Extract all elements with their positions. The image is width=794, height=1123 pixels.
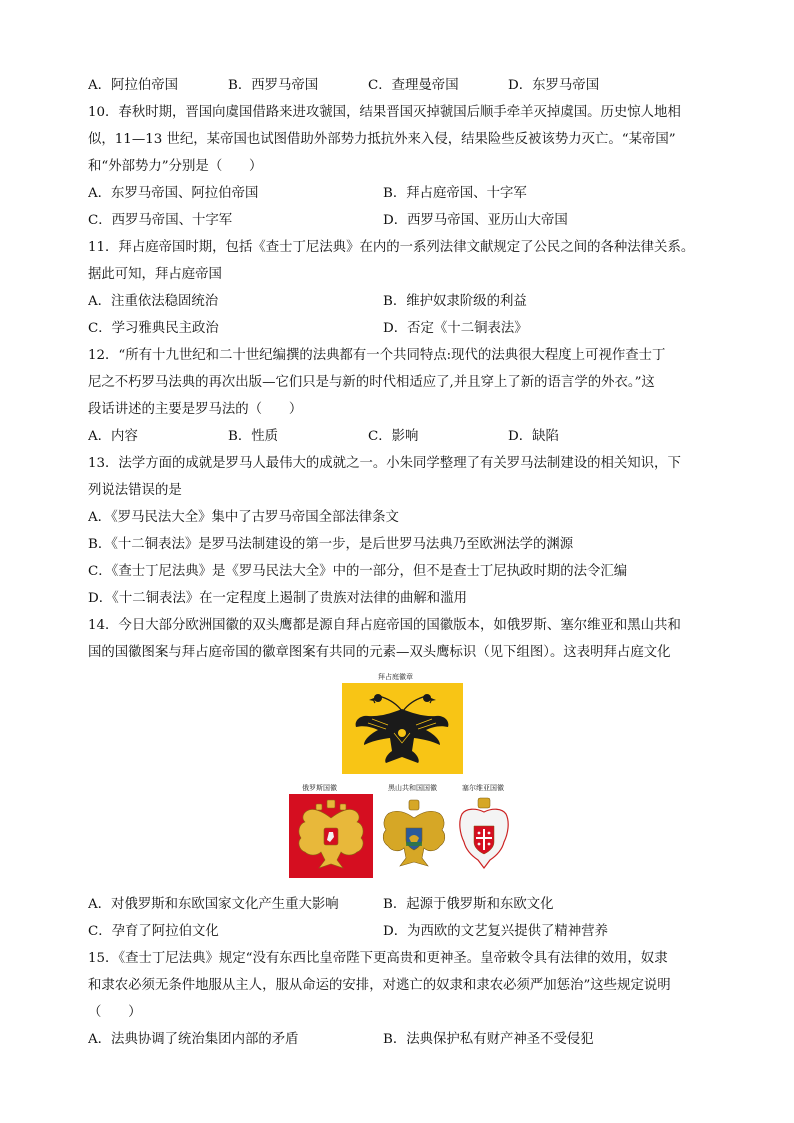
montenegrin-eagle-icon: [376, 794, 453, 878]
q12-option-d[interactable]: D．缺陷: [508, 429, 559, 444]
q12-stem-line: 12．“所有十九世纪和二十世纪编撰的法典都有一个共同特点:现代的法典很大程度上可视作查士丁: [88, 348, 666, 363]
q15-options-row: [88, 1026, 718, 1053]
russia-emblem-caption: 俄罗斯国徽: [302, 784, 337, 792]
q11-option-d[interactable]: D．否定《十二铜表法》: [383, 321, 528, 336]
q10-options-row: [88, 180, 718, 207]
q11-option-b[interactable]: B．维护奴隶阶级的利益: [383, 294, 527, 309]
q12-stem-line: 尼之不朽罗马法典的再次出版—它们只是与新的时代相适应了,并且穿上了新的语言学的外衣。”这: [88, 375, 655, 390]
q10-option-b[interactable]: B．拜占庭帝国、十字军: [383, 186, 527, 201]
q12-stem-line: 段话讲述的主要是罗马法的（ ）: [88, 402, 303, 417]
question-13: [88, 450, 718, 612]
q9-options: [88, 72, 718, 99]
q11-option-a[interactable]: A．注重依法稳固统治: [88, 294, 219, 309]
q13-option-c[interactable]: C．《查士丁尼法典》是《罗马民法大全》中的一部分，但不是查士丁尼执政时期的法令汇编: [88, 564, 628, 579]
byzantine-emblem-caption: 拜占庭徽章: [378, 673, 413, 681]
q11-stem-line: 据此可知，拜占庭帝国: [88, 267, 222, 282]
q13-stem-line: 列说法错误的是: [88, 483, 182, 498]
q13-option-b[interactable]: B．《十二铜表法》是罗马法制建设的第一步，是后世罗马法典乃至欧洲法学的渊源: [88, 537, 574, 552]
question-11: [88, 234, 718, 342]
q14-option-c[interactable]: C．孕育了阿拉伯文化: [88, 924, 219, 939]
q10-stem-line: 似，11—13 世纪，某帝国也试图借助外部势力抵抗外来入侵，结果险些反被该势力灭亡。“某帝国”: [88, 132, 676, 147]
q15-stem-line: 15．《查士丁尼法典》规定“没有东西比皇帝陛下更高贵和更神圣。皇帝敕令具有法律的效用，奴隶: [88, 951, 668, 966]
q14-stem-line: 国的国徽图案与拜占庭帝国的徽章图案有共同的元素—双头鹰标识（见下组图）。这表明拜占庭文化: [88, 645, 671, 660]
exam-page: [88, 72, 718, 1053]
q10-options-row: [88, 207, 718, 234]
q12-options: [88, 423, 718, 450]
serbia-emblem-caption: 塞尔维亚国徽: [462, 784, 504, 792]
russia-emblem: [289, 794, 373, 878]
question-15: [88, 945, 718, 1053]
q10-option-d[interactable]: D．西罗马帝国、亚历山大帝国: [383, 213, 568, 228]
q15-option-b[interactable]: B．法典保护私有财产神圣不受侵犯: [383, 1032, 594, 1047]
q12-option-b[interactable]: B．性质: [228, 429, 279, 444]
q14-option-d[interactable]: D．为西欧的文艺复兴提供了精神营养: [383, 924, 608, 939]
q15-stem-line: （ ）: [88, 1005, 142, 1020]
serbia-emblem: [456, 794, 512, 878]
q10-stem-line: 和“外部势力”分别是（ ）: [88, 159, 263, 174]
q10-option-a[interactable]: A．东罗马帝国、阿拉伯帝国: [88, 186, 259, 201]
emblem-figure: [88, 669, 718, 887]
q13-option-d[interactable]: D．《十二铜表法》在一定程度上遏制了贵族对法律的曲解和滥用: [88, 591, 467, 606]
byzantine-emblem: [342, 683, 463, 774]
q14-stem-line: 14．今日大部分欧洲国徽的双头鹰都是源自拜占庭帝国的国徽版本，如俄罗斯、塞尔维亚和黑山共和: [88, 618, 681, 633]
q10-stem-line: 10．春秋时期，晋国向虞国借路来进攻虢国，结果晋国灭掉虢国后顺手牵羊灭掉虞国。历史惊人地相: [88, 105, 681, 120]
q9-option-a[interactable]: A．阿拉伯帝国: [88, 78, 179, 93]
montenegro-emblem-caption: 黑山共和国国徽: [388, 784, 437, 792]
question-10: [88, 99, 718, 234]
q11-options-row: [88, 315, 718, 342]
q14-options-row: [88, 891, 718, 918]
q12-option-c[interactable]: C．影响: [368, 429, 419, 444]
serbian-eagle-icon: [456, 794, 512, 878]
russian-eagle-icon: [289, 794, 373, 878]
q11-options-row: [88, 288, 718, 315]
q12-option-a[interactable]: A．内容: [88, 429, 138, 444]
montenegro-emblem: [376, 794, 453, 878]
q14-options-row: [88, 918, 718, 945]
q11-stem-line: 11．拜占庭帝国时期，包括《查士丁尼法典》在内的一系列法律文献规定了公民之间的各种法律关系。: [88, 240, 695, 255]
q15-stem-line: 和隶农必须无条件地服从主人，服从命运的安排，对逃亡的奴隶和隶农必须严加惩治”这些规定说明: [88, 978, 671, 993]
q14-option-a[interactable]: A．对俄罗斯和东欧国家文化产生重大影响: [88, 897, 339, 912]
q9-option-b[interactable]: B．西罗马帝国: [228, 78, 319, 93]
q10-option-c[interactable]: C．西罗马帝国、十字军: [88, 213, 233, 228]
question-14: [88, 612, 718, 945]
q9-option-c[interactable]: C．查理曼帝国: [368, 78, 459, 93]
q13-option-a[interactable]: A．《罗马民法大全》集中了古罗马帝国全部法律条文: [88, 510, 399, 525]
q9-option-d[interactable]: D．东罗马帝国: [508, 78, 600, 93]
double-headed-eagle-icon: [342, 683, 463, 774]
question-12: [88, 342, 718, 450]
q15-option-a[interactable]: A．法典协调了统治集团内部的矛盾: [88, 1032, 299, 1047]
q14-option-b[interactable]: B．起源于俄罗斯和东欧文化: [383, 897, 554, 912]
q11-option-c[interactable]: C．学习雅典民主政治: [88, 321, 219, 336]
q13-stem-line: 13．法学方面的成就是罗马人最伟大的成就之一。小朱同学整理了有关罗马法制建设的相关知识，下: [88, 456, 681, 471]
